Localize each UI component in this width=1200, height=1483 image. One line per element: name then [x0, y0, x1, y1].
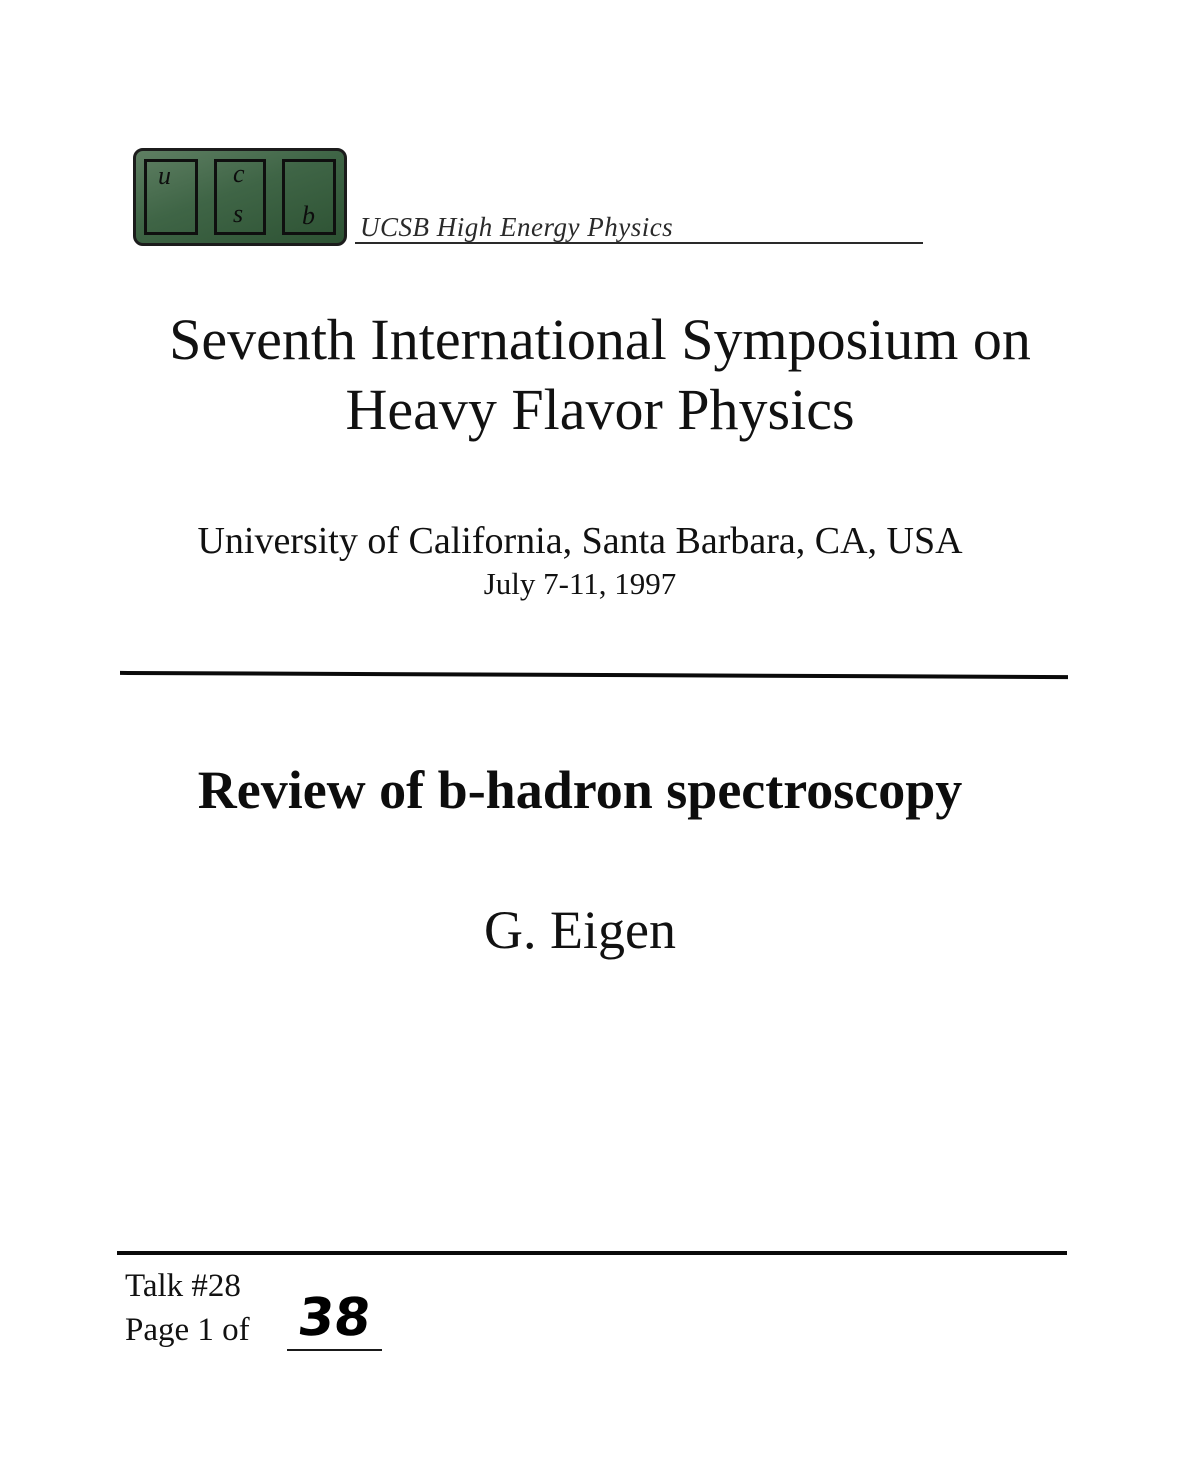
talk-title: Review of b-hadron spectroscopy	[197, 760, 963, 820]
page-total-underline	[287, 1349, 382, 1351]
dates: July 7-11, 1997	[483, 566, 677, 601]
author: G. Eigen	[484, 900, 676, 960]
logo-letter-s: s	[233, 199, 244, 228]
logo-letter-c: c	[233, 159, 245, 188]
header-underline	[355, 242, 923, 244]
logo-letter-u: u	[158, 161, 171, 190]
divider-top	[120, 671, 1068, 679]
symposium-title-line1: Seventh International Symposium on	[169, 307, 1031, 372]
divider-bottom	[117, 1251, 1067, 1255]
symposium-title-line2: Heavy Flavor Physics	[345, 377, 855, 442]
logo-bracket-u	[144, 159, 198, 235]
symposium-title	[60, 305, 1140, 445]
talk-number: Talk #28	[125, 1268, 241, 1304]
group-name: UCSB High Energy Physics	[360, 212, 674, 242]
logo-letter-b: b	[302, 201, 315, 230]
venue: University of California, Santa Barbara, CA, USA	[197, 520, 963, 562]
page-label: Page 1 of	[125, 1312, 250, 1348]
page-total-handwritten: 38	[294, 1288, 374, 1348]
ucsb-logo	[133, 148, 347, 246]
